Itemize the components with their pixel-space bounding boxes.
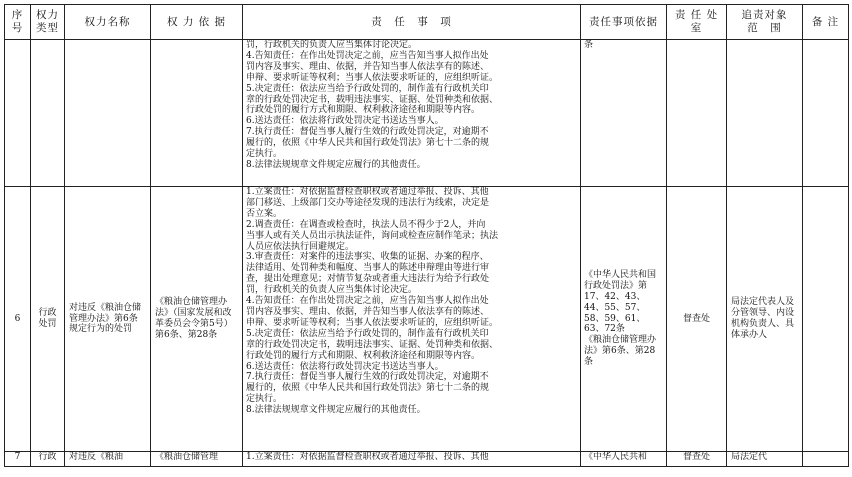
cell-scope: [727, 40, 803, 187]
cell-type: [31, 40, 65, 187]
header-scope: 追责对象 范 围: [727, 5, 803, 40]
duty-line: 行政处罚的履行方式和期限、权利救济途径和期限等内容。: [246, 350, 481, 361]
duty-line: 部门移送、上级部门交办等途径发现的违法行为线索，决定是: [246, 197, 490, 208]
cell-duty-basis: 《中华人民共和国行政处罚法》第17、42、43、44、55、57、58、59、61、63、72条 《粮油仓储管理办法》第6条、第28条: [581, 187, 667, 452]
duty-line: 3.审查责任：对案件的违法事实、收集的证据、办案的程序、: [246, 252, 489, 263]
cell-office: 督查处: [667, 187, 727, 452]
duty-line: 罚内容及事实、理由、依据，并告知当事人依法享有的陈述、: [246, 61, 490, 72]
table-row-6: [5, 187, 849, 452]
cell-type: 行政 处罚: [31, 187, 65, 452]
duty-line: 定执行。: [246, 149, 283, 160]
header-row: [5, 5, 849, 40]
duty-line: 5.决定责任：依法应当给予行政处罚的，制作盖有行政机关印: [246, 83, 489, 94]
duty-line: 查，提出处理意见；对情节复杂或者重大违法行为给予行政处: [246, 274, 490, 285]
duty-line: 8.法律法规规章文件规定应履行的其他责任。: [246, 405, 426, 416]
cell-scope: 局法定代表人及分管领导、内设机构负责人、具体承办人: [727, 187, 803, 452]
duty-line: 罚，行政机关的负责人应当集体讨论决定。: [246, 285, 418, 296]
header-office: 责 任 处 室: [667, 5, 727, 40]
cell-name: 对违反《粮油仓储管理办法》第6条规定行为的处罚: [65, 187, 151, 452]
duty-line: 章的行政处罚决定书，载明违法事实、证据、处罚种类和依据、: [246, 94, 499, 105]
cell-basis: 《粮油仓储管理办法》（国家发展和改革委员会令第5号）第6条、第28条: [151, 187, 243, 452]
table-row-7: [5, 452, 849, 467]
duty-line: 罚，行政机关的负责人应当集体讨论决定。: [246, 40, 418, 50]
cell-duty: [243, 40, 581, 187]
duty-line: 6.送达责任：依法将行政处罚决定书送达当事人。: [246, 361, 444, 372]
cell-office: 督查处: [667, 452, 727, 467]
cell-note: [803, 187, 849, 452]
duty-line: 2.调查责任：在调查或检查时，执法人员不得少于2人，并向: [246, 219, 486, 230]
duty-line: 6.送达责任：依法将行政处罚决定书送达当事人。: [246, 116, 444, 127]
table-row-continued: [5, 40, 849, 187]
header-name: 权力名称: [65, 5, 151, 40]
cell-seq: 6: [5, 187, 31, 452]
duty-line: 章的行政处罚决定书，载明违法事实、证据、处罚种类和依据、: [246, 339, 499, 350]
cell-office: [667, 40, 727, 187]
duty-line: 8.法律法规规章文件规定应履行的其他责任。: [246, 159, 426, 170]
duty-line: 5.决定责任：依法应当给予行政处罚的，制作盖有行政机关印: [246, 328, 489, 339]
duty-line: 7.执行责任：督促当事人履行生效的行政处罚决定，对逾期不: [246, 127, 489, 138]
cell-name: 对违反《粮油: [65, 452, 151, 467]
cell-duty-basis: 《中华人民共和: [581, 452, 667, 467]
cell-note: [803, 452, 849, 467]
cell-duty: [243, 187, 581, 452]
duty-line: 4.告知责任：在作出处罚决定之前，应当告知当事人拟作出处: [246, 296, 489, 307]
duty-line: 法律适用、处罚种类和幅度、当事人的陈述申辩理由等进行审: [246, 263, 490, 274]
duty-line: 罚内容及事实、理由、依据，并告知当事人依法享有的陈述、: [246, 306, 490, 317]
cell-basis: 《粮油仓储管理: [151, 452, 243, 467]
header-duty-basis: 责任事项依据: [581, 5, 667, 40]
cell-name: [65, 40, 151, 187]
duty-line: 履行的，依照《中华人民共和国行政处罚法》第七十二条的规: [246, 383, 490, 394]
duty-line: 定执行。: [246, 394, 283, 405]
duty-line: 人员应依法执行回避规定。: [246, 241, 355, 252]
power-list-table: [4, 4, 849, 467]
cell-basis: [151, 40, 243, 187]
duty-line: 4.告知责任：在作出处罚决定之前，应当告知当事人拟作出处: [246, 50, 489, 61]
duty-line: 当事人或有关人员出示执法证件，询问或检查应制作笔录；执法: [246, 230, 499, 241]
header-type: 权力 类型: [31, 5, 65, 40]
header-note: 备 注: [803, 5, 849, 40]
cell-seq: 7: [5, 452, 31, 467]
cell-seq: [5, 40, 31, 187]
duty-line: 行政处罚的履行方式和期限、权利救济途径和期限等内容。: [246, 105, 481, 116]
duty-line: 1.立案责任：对依据监督检查职权或者通过举报、投诉、其他: [246, 187, 489, 197]
duty-line: 申辩、要求听证等权利；当事人依法要求听证的，应组织听证。: [246, 317, 499, 328]
duty-line: 履行的，依照《中华人民共和国行政处罚法》第七十二条的规: [246, 138, 490, 149]
duty-line: 申辩、要求听证等权利；当事人依法要求听证的，应组织听证。: [246, 72, 499, 83]
duty-line: 否立案。: [246, 208, 283, 219]
cell-type: 行政: [31, 452, 65, 467]
cell-note: [803, 40, 849, 187]
header-basis: 权 力 依 据: [151, 5, 243, 40]
cell-duty-basis: 条: [581, 40, 667, 187]
header-seq: 序 号: [5, 5, 31, 40]
header-duty: 责 任 事 项: [243, 5, 581, 40]
cell-scope: 局法定代: [727, 452, 803, 467]
duty-line: 7.执行责任：督促当事人履行生效的行政处罚决定，对逾期不: [246, 372, 489, 383]
cell-duty: 1.立案责任：对依据监督检查职权或者通过举报、投诉、其他: [243, 452, 581, 467]
